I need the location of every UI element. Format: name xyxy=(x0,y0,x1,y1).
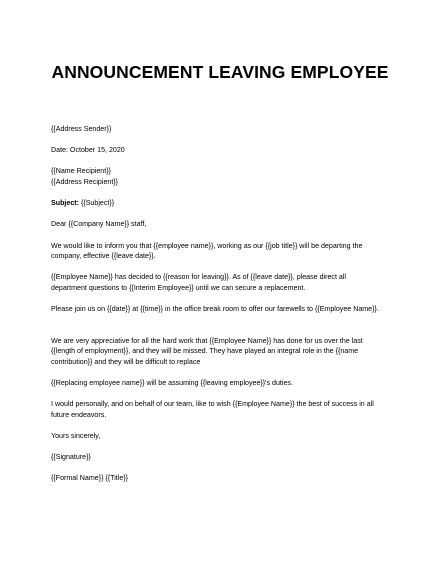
paragraph-line: We are very appreciative for all the hard work that {{Employee Name}} has done for us over the last xyxy=(51,336,363,345)
paragraph-line: I would personally, and on behalf of our team, like to wish {{Employee Name}} the best of success in all xyxy=(51,400,374,409)
paragraph-line: future endeavors. xyxy=(51,410,107,419)
paragraph-line: Please join us on {{date}} at {{time}} in the office break room to offer our farewells to {{Employee Name}}. xyxy=(51,305,379,314)
subject-line xyxy=(51,198,401,209)
paragraph-replacement xyxy=(51,378,401,389)
paragraph-line: company, effective {{leave date}}. xyxy=(51,252,156,261)
paragraph-line: We would like to inform you that {{employee name}}, working as our {{job title}} will be departing the xyxy=(51,241,363,250)
subject-label: Subject: xyxy=(51,199,79,208)
paragraph-line: department questions to {{Interim Employee}} until we can secure a replacement. xyxy=(51,283,306,292)
letter-body xyxy=(51,124,401,484)
sender-address: {{Address Sender}} xyxy=(51,125,112,133)
document-title: ANNOUNCEMENT LEAVING EMPLOYEE xyxy=(51,62,389,82)
formal-name-title: {{Formal Name}} {{Title}} xyxy=(51,474,129,483)
subject-value: {{Subject}} xyxy=(78,199,115,208)
paragraph-departure-notice xyxy=(51,241,401,262)
letter-date: Date: October 15, 2020 xyxy=(51,146,125,155)
paragraph-appreciation xyxy=(51,336,401,368)
paragraph-line: contribution}} and they will be difficult to replace xyxy=(51,357,201,366)
paragraph-line: {{Employee Name}} has decided to {{reason for leaving}}. As of {{leave date}}, please direct all xyxy=(51,273,346,282)
paragraph-well-wishes xyxy=(51,399,401,420)
recipient-address: {{Address Recipient}} xyxy=(51,177,119,186)
closing: Yours sincerely, xyxy=(51,432,101,441)
paragraph-reason xyxy=(51,272,401,293)
signature: {{Signature}} xyxy=(51,453,91,462)
recipient-name: {{Name Recipient}} xyxy=(51,167,111,176)
paragraph-farewell-invite xyxy=(51,304,401,315)
paragraph-line: {{Replacing employee name}} will be assuming {{leaving employee}}'s duties. xyxy=(51,379,293,388)
salutation: Dear {{Company Name}} staff, xyxy=(51,220,147,229)
paragraph-line: {{length of employment}}, and they will be missed. They have played an integral role in the {{name xyxy=(51,347,359,356)
